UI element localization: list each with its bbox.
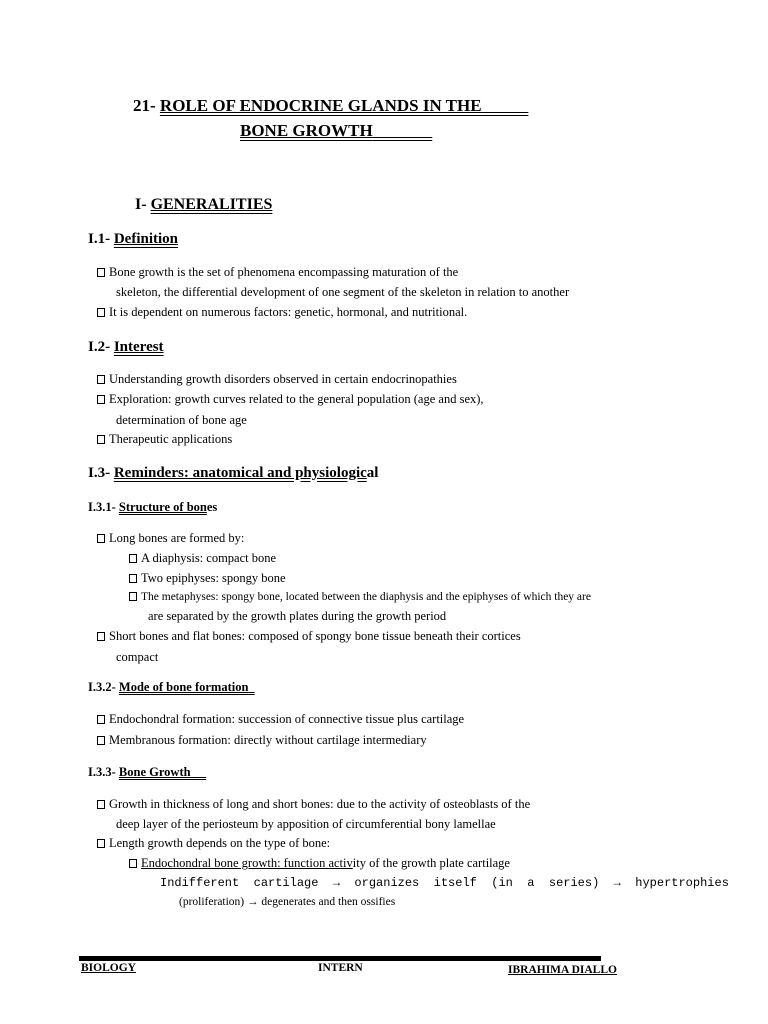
list-item: Short bones and flat bones: composed of spongy bone tissue beneath their cortices: [97, 629, 521, 644]
list-item: Endochondral formation: succession of connective tissue plus cartilage: [97, 712, 464, 727]
subheading-title: Mode of bone formation: [118, 680, 249, 694]
heading-interest: [88, 339, 164, 356]
title-text-line2: BONE GROWTH: [240, 121, 373, 140]
bullet-box-icon: [97, 839, 105, 848]
sub-list-item: A diaphysis: compact bone: [129, 551, 276, 566]
process-line: Indifferent cartilage → organizes itself (in a series) → hypertrophies: [160, 876, 729, 890]
bullet-box-icon: [97, 736, 105, 745]
bullet-box-icon: [97, 308, 105, 317]
footer-center: INTERN: [318, 962, 363, 974]
bullet-box-icon: [97, 375, 105, 384]
list-item: Therapeutic applications: [97, 432, 232, 447]
list-item: It is dependent on numerous factors: genetic, hormonal, and nutritional.: [97, 305, 467, 320]
footer-left: BIOLOGY: [81, 962, 136, 974]
list-item-continuation: skeleton, the differential development of one segment of the skeleton in relation to another: [116, 285, 570, 299]
bullet-box-icon: [97, 268, 105, 277]
list-item-continuation: determination of bone age: [116, 413, 247, 427]
bullet-box-icon: [129, 554, 137, 563]
sub-list-item: Two epiphyses: spongy bone: [129, 571, 286, 586]
subheading-mode-of-bone-formation: [88, 680, 255, 695]
footer-rule: [79, 956, 601, 961]
heading-title: Definition: [113, 231, 179, 247]
title-underline-fill-2: [373, 121, 433, 140]
list-item-continuation: deep layer of the periosteum by apposition of circumferential bony lamellae: [116, 817, 496, 831]
subheading-title: Bone Growth: [118, 765, 191, 779]
heading-reminders: [88, 465, 378, 482]
document-title-line2: [240, 121, 432, 141]
list-item: Long bones are formed by:: [97, 531, 244, 546]
section-title: GENERALITIES: [150, 196, 273, 213]
heading-number: I.3-: [88, 465, 114, 481]
subheading-number: I.3.1-: [88, 500, 119, 514]
sub-list-item-continuation: are separated by the growth plates during the growth period: [148, 609, 447, 623]
title-number: 21-: [133, 96, 160, 115]
heading-definition: [88, 231, 178, 248]
bullet-box-icon: [129, 592, 137, 601]
underline-fill: [191, 765, 207, 779]
subheading-number: I.3.2-: [88, 680, 119, 694]
document-title-line1: [133, 96, 528, 116]
subheading-title: Structure of bon: [118, 500, 207, 514]
heading-number: I.2-: [88, 339, 114, 355]
sub-list-item: The metaphyses: spongy bone, located between the diaphysis and the epiphyses of which they are: [129, 591, 591, 603]
list-item: Membranous formation: directly without cartilage intermediary: [97, 733, 427, 748]
heading-number: I.1-: [88, 231, 114, 247]
bullet-box-icon: [97, 435, 105, 444]
footer-right: IBRAHIMA DIALLO: [508, 964, 617, 976]
list-item: Understanding growth disorders observed in certain endocrinopathies: [97, 372, 457, 387]
heading-title-tail: al: [366, 465, 379, 481]
title-text-line1: ROLE OF ENDOCRINE GLANDS IN THE: [159, 96, 482, 115]
subheading-title-tail: es: [206, 500, 218, 514]
heading-title: Interest: [113, 339, 164, 355]
subheading-structure-of-bones: [88, 500, 217, 515]
heading-title: Reminders: anatomical and physiologic: [113, 465, 367, 481]
list-item: Length growth depends on the type of bone:: [97, 836, 330, 851]
sub-list-item: Endochondral bone growth: function activity of the growth plate cartilage: [129, 856, 510, 871]
bullet-box-icon: [129, 574, 137, 583]
subheading-bone-growth: [88, 765, 206, 780]
section-heading-generalities: [135, 196, 272, 214]
process-line-continuation: (proliferation) → degenerates and then ossifies: [179, 896, 396, 908]
list-item: Exploration: growth curves related to the general population (age and sex),: [97, 392, 484, 407]
bullet-box-icon: [97, 395, 105, 404]
bullet-box-icon: [97, 534, 105, 543]
underline-fill: [248, 680, 254, 694]
bullet-box-icon: [97, 800, 105, 809]
subheading-number: I.3.3-: [88, 765, 119, 779]
bullet-box-icon: [129, 859, 137, 868]
list-item: Growth in thickness of long and short bones: due to the activity of osteoblasts of the: [97, 797, 530, 812]
list-item: Bone growth is the set of phenomena encompassing maturation of the: [97, 265, 458, 280]
list-item-continuation: compact: [116, 650, 159, 664]
bullet-box-icon: [97, 715, 105, 724]
title-underline-fill: [482, 96, 529, 115]
bullet-box-icon: [97, 632, 105, 641]
section-number: I-: [135, 196, 151, 213]
